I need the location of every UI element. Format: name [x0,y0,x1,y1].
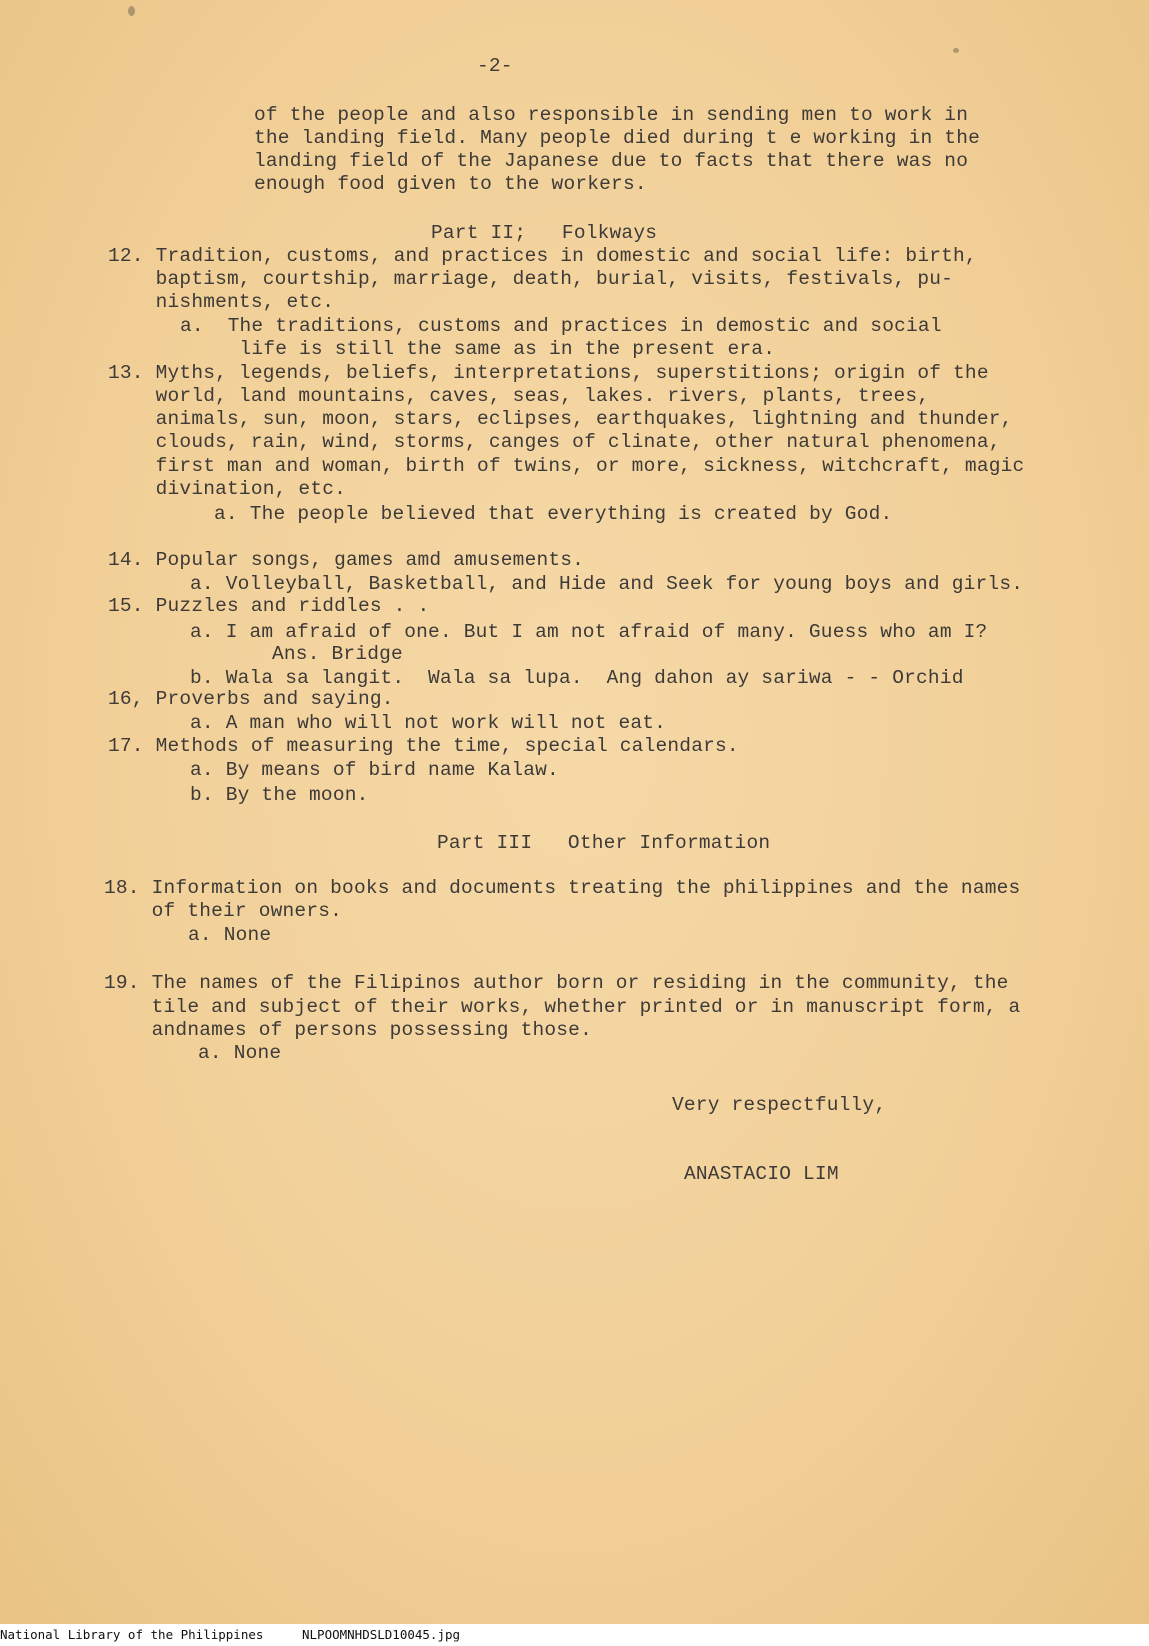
ink-spot [128,6,135,16]
item18-answer: a. None [188,924,272,946]
item13-line: divination, etc. [108,478,347,500]
part2-heading: Part II; Folkways [431,222,658,244]
item16-answer: a. A man who will not work will not eat. [190,712,667,734]
item13-answer: a. The people believed that everything is created by God. [214,503,893,525]
item13-line: 13. Myths, legends, beliefs, interpretations, superstitions; origin of the [108,362,989,384]
item16-line: 16, Proverbs and saying. [108,688,394,710]
footer-filename: NLPOOMNHDSLD10045.jpg [302,1627,461,1642]
item19-line: 19. The names of the Filipinos author born or residing in the community, the [104,972,1009,994]
item13-line: clouds, rain, wind, storms, canges of clinate, other natural phenomena, [108,431,1001,453]
item17-line: 17. Methods of measuring the time, special calendars. [108,735,739,757]
item19-answer: a. None [198,1042,282,1064]
item14-line: 14. Popular songs, games amd amusements. [108,549,585,571]
signature: ANASTACIO LIM [684,1163,839,1185]
footer-bar [0,1624,1149,1646]
item14-answer: a. Volleyball, Basketball, and Hide and Seek for young boys and girls. [190,573,1024,595]
item12-line: baptism, courtship, marriage, death, burial, visits, festivals, pu- [108,268,954,290]
item12-answer: life is still the same as in the present era. [180,338,776,360]
item13-line: animals, sun, moon, stars, eclipses, earthquakes, lightning and thunder, [108,408,1013,430]
intro-line: of the people and also responsible in sending men to work in [254,104,969,126]
part3-heading: Part III Other Information [437,832,771,854]
item17-answer-a: a. By means of bird name Kalaw. [190,759,559,781]
footer-library: National Library of the Philippines [0,1627,264,1642]
item18-line: of their owners. [104,900,343,922]
item19-line: tile and subject of their works, whether printed or in manuscript form, a [104,996,1021,1018]
intro-line: the landing field. Many people died during t e working in the [254,127,981,149]
item19-line: andnames of persons possessing those. [104,1019,592,1041]
item12-line: 12. Tradition, customs, and practices in domestic and social life: birth, [108,245,977,267]
intro-line: enough food given to the workers. [254,173,647,195]
item15-answer-a: a. I am afraid of one. But I am not afraid of many. Guess who am I? [190,621,988,643]
item15-line: 15. Puzzles and riddles . . [108,595,430,617]
item12-answer: a. The traditions, customs and practices in demostic and social [180,315,942,337]
item15-answer-a-ans: Ans. Bridge [272,643,403,665]
ink-spot [953,48,959,53]
item18-line: 18. Information on books and documents treating the philippines and the names [104,877,1021,899]
item12-line: nishments, etc. [108,291,335,313]
item15-answer-b: b. Wala sa langit. Wala sa lupa. Ang dahon ay sariwa - - Orchid [190,667,964,689]
item13-line: world, land mountains, caves, seas, lakes. rivers, plants, trees, [108,385,930,407]
closing: Very respectfully, [672,1094,887,1116]
intro-line: landing field of the Japanese due to facts that there was no [254,150,969,172]
item13-line: first man and woman, birth of twins, or more, sickness, witchcraft, magic [108,455,1025,477]
item17-answer-b: b. By the moon. [190,784,369,806]
page-number: -2- [477,55,513,77]
